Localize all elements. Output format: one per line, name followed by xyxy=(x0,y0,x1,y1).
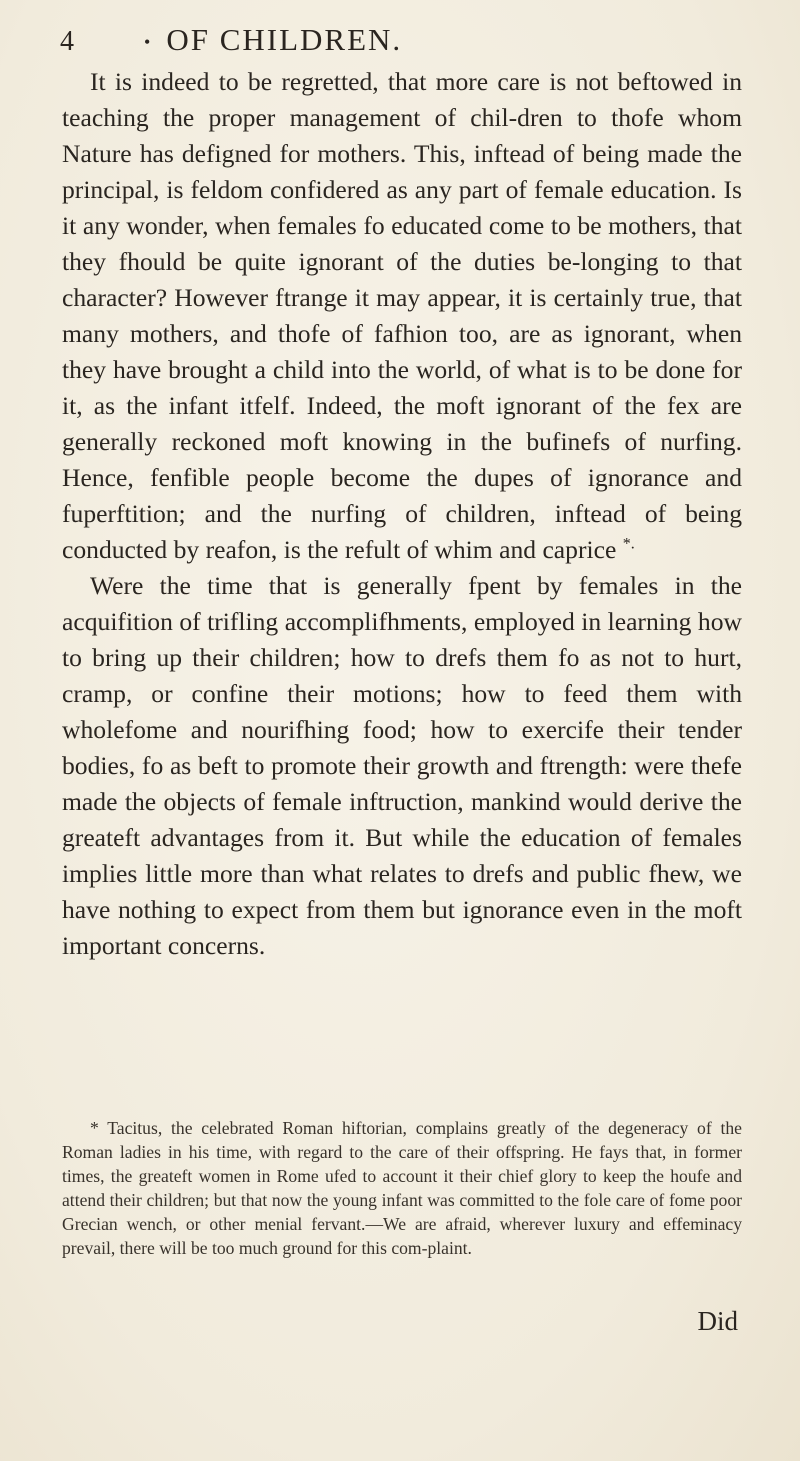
running-head-title: OF CHILDREN. xyxy=(166,22,403,57)
page-header xyxy=(56,22,746,62)
page-number: 4 xyxy=(60,26,74,57)
footnote-marker: *. xyxy=(622,535,635,553)
paragraph-1 xyxy=(62,64,742,568)
footnote: * Tacitus, the celebrated Roman hiftorian, complains greatly of the degeneracy of the Roman ladies in his time, with regard to the care of their offspring. He fays that, in former times, the greateft women in Rome ufed to account it their chief glory to keep the houfe and attend their children; but that now the young infant was committed to the fole care of fome poor Grecian wench, or other menial fervant.—We are afraid, wherever luxury and effeminacy prevail, there will be too much ground for this com-plaint. xyxy=(62,1118,742,1258)
paragraph-1-text: It is indeed to be regretted, that more care is not beftowed in teaching the proper management of chil-dren to thofe whom Nature has defigned for mothers. This, inftead of being made the principal, is feldom confidered as any part of female education. Is it any wonder, when females fo educated come to be mothers, that they fhould be quite ignorant of the duties be-longing to that character? However ftrange it may appear, it is certainly true, that many mothers, and thofe of fafhion too, are as ignorant, when they have brought a child into the world, of what is to be done for it, as the infant itfelf. Indeed, the moft ignorant of the fex are generally reckoned moft knowing in the bufinefs of nurfing. Hence, fenfible people become the dupes of ignorance and fuperftition; and the nurfing of children, inftead of being conducted by reafon, is the refult of whim and caprice xyxy=(62,67,742,564)
ornament-dot-icon: • xyxy=(144,32,153,53)
running-head xyxy=(144,22,402,58)
body-text xyxy=(62,64,742,964)
catchword: Did xyxy=(697,1306,738,1336)
paragraph-2: Were the time that is generally fpent by females in the acquifition of trifling accomplifhments, employed in learning how to bring up their children; how to drefs them fo as not to hurt, cramp, or confine their motions; how to feed them with wholefome and nourifhing food; how to exercife their tender bodies, fo as beft to promote their growth and ftrength: were thefe made the objects of female inftruction, mankind would derive the greateft advantages from it. But while the education of females implies little more than what relates to drefs and public fhew, we have nothing to expect from them but ignorance even in the moft important concerns. xyxy=(62,571,742,960)
